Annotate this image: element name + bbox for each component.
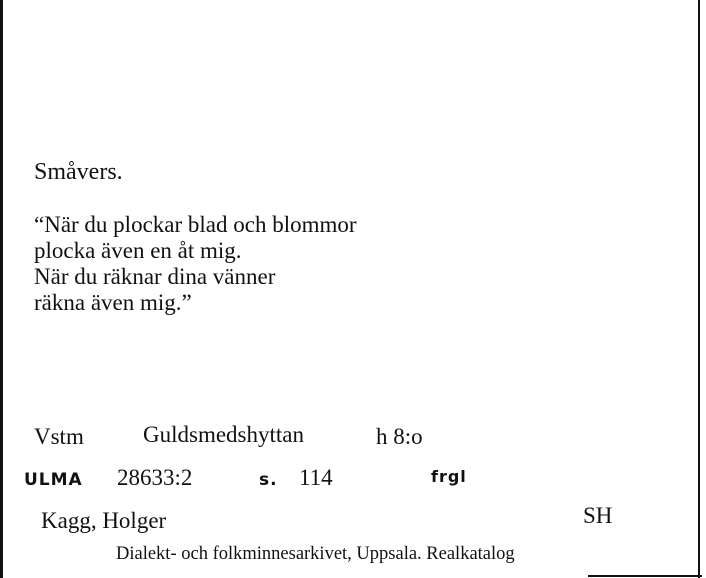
- archive-footer: Dialekt- och folkminnesarkivet, Uppsala. Realkatalog: [116, 544, 515, 564]
- page-label: s.: [259, 470, 278, 490]
- poem-line: räkna även mig.”: [34, 290, 192, 315]
- parish-name: Guldsmedshyttan: [143, 422, 304, 447]
- poem-line: “När du plockar blad och blommor: [34, 212, 357, 237]
- card-border-right: [698, 0, 700, 578]
- card-border-left: [0, 0, 3, 578]
- page-number: 114: [299, 465, 333, 490]
- poem-line: plocka även en åt mig.: [34, 238, 242, 263]
- format-code: h 8:o: [376, 424, 423, 449]
- archive-code: ULMA: [24, 470, 83, 490]
- card-border-bottom: [588, 575, 702, 577]
- informant-name: Kagg, Holger: [41, 508, 167, 533]
- poem-line: När du räknar dina vänner: [34, 264, 276, 289]
- recorder-initials: SH: [583, 503, 613, 528]
- category-code: frgl: [431, 467, 467, 486]
- landscape-code: Vstm: [34, 424, 84, 449]
- poem-text: [34, 212, 357, 316]
- accession-number: 28633:2: [117, 465, 193, 490]
- card-title: Småvers.: [34, 159, 123, 185]
